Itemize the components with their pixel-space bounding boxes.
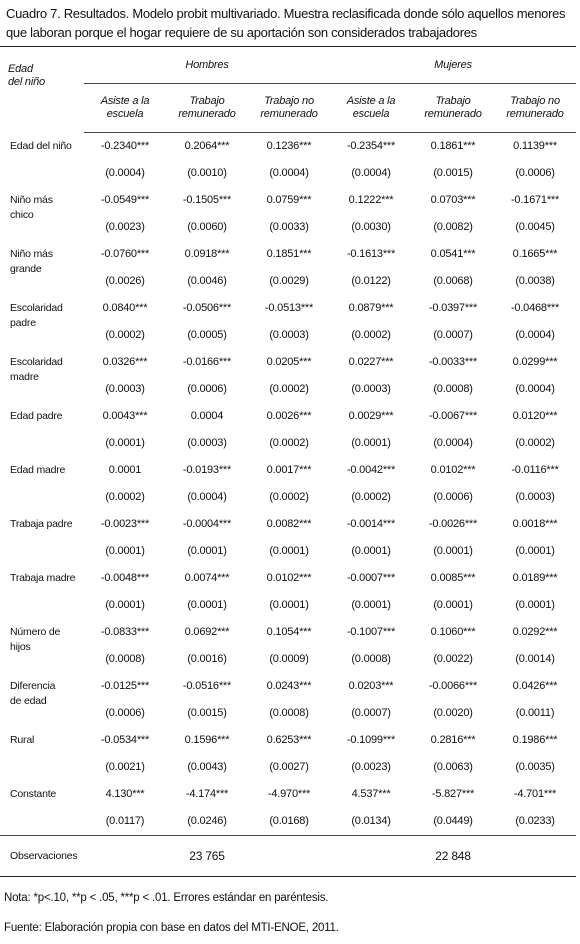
coefficient-cell: -0.0026***	[428, 518, 478, 530]
standard-error-cell: (0.0003)	[187, 437, 227, 449]
standard-error-cell: (0.0082)	[433, 221, 473, 233]
table-row	[0, 592, 576, 619]
standard-error-cell: (0.0008)	[105, 653, 145, 665]
standard-error-cell: (0.0060)	[187, 221, 227, 233]
subcolumn-header: Trabajo remunerado	[166, 84, 248, 133]
coefficient-cell: 0.0918***	[184, 248, 230, 260]
standard-error-cell: (0.0001)	[351, 599, 391, 611]
coefficient-cell: 0.0102***	[430, 464, 476, 476]
coefficient-cell: -0.0023***	[100, 518, 150, 530]
standard-error-cell: (0.0002)	[351, 329, 391, 341]
standard-error-cell: (0.0015)	[187, 707, 227, 719]
standard-error-cell: (0.0134)	[351, 815, 391, 827]
coefficient-cell: 0.0703***	[430, 194, 476, 206]
standard-error-cell: (0.0005)	[187, 329, 227, 341]
standard-error-cell: (0.0003)	[351, 383, 391, 395]
standard-error-cell: (0.0008)	[351, 653, 391, 665]
coefficient-cell: 0.1596***	[184, 734, 230, 746]
table-caption: Cuadro 7. Resultados. Modelo probit multivariado. Muestra reclasificada donde sólo aquellos menores que laboran porque el hogar requiere de su aportación son considerados trabajadores	[6, 6, 566, 40]
standard-error-cell: (0.0006)	[433, 491, 473, 503]
standard-error-cell: (0.0001)	[269, 599, 309, 611]
standard-error-cell: (0.0004)	[515, 383, 555, 395]
standard-error-cell: (0.0001)	[105, 437, 145, 449]
table-row	[0, 268, 576, 295]
standard-error-cell: (0.0004)	[269, 167, 309, 179]
coefficient-cell: 0.0082***	[266, 518, 312, 530]
standard-error-cell: (0.0035)	[515, 761, 555, 773]
coefficient-cell: 0.0026***	[266, 410, 312, 422]
coefficient-cell: 0.1236***	[266, 140, 312, 152]
standard-error-cell: (0.0011)	[515, 707, 555, 719]
table-body	[0, 133, 576, 877]
coefficient-cell: 0.1139***	[513, 140, 557, 152]
coefficient-cell: 0.0017***	[266, 464, 312, 476]
coefficient-cell: -0.0549***	[100, 194, 150, 206]
coefficient-cell: -0.1505***	[182, 194, 232, 206]
group-header-mujeres: Mujeres	[330, 47, 576, 84]
standard-error-cell: (0.0001)	[105, 599, 145, 611]
coefficient-cell: -0.0166***	[182, 356, 232, 368]
standard-error-cell: (0.0002)	[269, 437, 309, 449]
standard-error-cell: (0.0033)	[269, 221, 309, 233]
observations-hombres: 23 765	[84, 836, 330, 877]
variable-label: Niño más chico	[10, 194, 53, 221]
coefficient-cell: 0.0120***	[512, 410, 558, 422]
coefficient-cell: 0.0840***	[102, 302, 148, 314]
standard-error-cell: (0.0002)	[269, 491, 309, 503]
coefficient-cell: -0.2340***	[100, 140, 150, 152]
table-row	[0, 241, 576, 268]
standard-error-cell: (0.0043)	[187, 761, 227, 773]
standard-error-cell: (0.0063)	[433, 761, 473, 773]
variable-column-header: Edad del niño	[0, 47, 84, 133]
coefficient-cell: -0.0397***	[428, 302, 478, 314]
coefficient-cell: 0.2816***	[430, 734, 476, 746]
standard-error-cell: (0.0006)	[105, 707, 145, 719]
table-row	[0, 484, 576, 511]
table-row	[0, 673, 576, 700]
coefficient-cell: -0.1007***	[346, 626, 396, 638]
coefficient-cell: 0.1861***	[430, 140, 476, 152]
standard-error-cell: (0.0001)	[433, 599, 473, 611]
standard-error-cell: (0.0001)	[187, 599, 227, 611]
standard-error-cell: (0.0027)	[269, 761, 309, 773]
coefficient-cell: -0.0007***	[346, 572, 396, 584]
coefficient-cell: -0.0066***	[428, 680, 478, 692]
coefficient-cell: 0.0004	[190, 410, 224, 422]
variable-label: Edad del niño	[10, 139, 72, 152]
coefficient-cell: 0.0018***	[512, 518, 558, 530]
header-subcolumn-row	[0, 84, 576, 133]
variable-label: Diferencia de edad	[10, 680, 56, 707]
standard-error-cell: (0.0007)	[433, 329, 473, 341]
coefficient-cell: -5.827***	[431, 788, 475, 800]
coefficient-cell: 0.0299***	[512, 356, 558, 368]
coefficient-cell: -0.0033***	[428, 356, 478, 368]
coefficient-cell: -0.0516***	[182, 680, 232, 692]
coefficient-cell: -0.1099***	[346, 734, 396, 746]
table-row	[0, 160, 576, 187]
standard-error-cell: (0.0001)	[351, 437, 391, 449]
coefficient-cell: -0.0534***	[100, 734, 150, 746]
variable-label: Trabaja padre	[10, 518, 73, 530]
standard-error-cell: (0.0117)	[105, 815, 145, 827]
table-row	[0, 133, 576, 161]
coefficient-cell: -0.0513***	[264, 302, 314, 314]
standard-error-cell: (0.0022)	[433, 653, 473, 665]
results-table	[0, 46, 576, 877]
coefficient-cell: -0.0125***	[100, 680, 150, 692]
coefficient-cell: 0.0074***	[184, 572, 230, 584]
table-source: Fuente: Elaboración propia con base en datos del MTI-ENOE, 2011.	[4, 922, 339, 934]
standard-error-cell: (0.0007)	[351, 707, 391, 719]
coefficient-cell: 0.6253***	[266, 734, 312, 746]
table-row	[0, 727, 576, 754]
standard-error-cell: (0.0008)	[433, 383, 473, 395]
standard-error-cell: (0.0015)	[433, 167, 473, 179]
coefficient-cell: 0.1986***	[512, 734, 558, 746]
coefficient-cell: -0.0116***	[511, 464, 559, 476]
coefficient-cell: -0.0833***	[100, 626, 150, 638]
coefficient-cell: 0.2064***	[184, 140, 230, 152]
coefficient-cell: -0.0004***	[182, 518, 232, 530]
coefficient-cell: 0.1054***	[266, 626, 312, 638]
coefficient-cell: 0.0102***	[266, 572, 312, 584]
standard-error-cell: (0.0002)	[105, 329, 145, 341]
standard-error-cell: (0.0002)	[515, 437, 555, 449]
coefficient-cell: 0.0326***	[102, 356, 148, 368]
coefficient-cell: 4.537***	[351, 788, 391, 800]
table-row	[0, 214, 576, 241]
standard-error-cell: (0.0014)	[515, 653, 555, 665]
table-row	[0, 430, 576, 457]
coefficient-cell: 0.0227***	[348, 356, 394, 368]
coefficient-cell: -4.174***	[185, 788, 229, 800]
standard-error-cell: (0.0038)	[515, 275, 555, 287]
table-row	[0, 538, 576, 565]
standard-error-cell: (0.0003)	[269, 329, 309, 341]
coefficient-cell: -4.970***	[267, 788, 311, 800]
coefficient-cell: -0.0506***	[182, 302, 232, 314]
table-row	[0, 511, 576, 538]
standard-error-cell: (0.0008)	[269, 707, 309, 719]
coefficient-cell: 0.0085***	[430, 572, 476, 584]
coefficient-cell: 0.0292***	[512, 626, 558, 638]
standard-error-cell: (0.0001)	[351, 545, 391, 557]
variable-label: Rural	[10, 734, 35, 746]
variable-label: Constante	[10, 788, 57, 800]
subcolumn-header: Asiste a la escuela	[330, 84, 412, 133]
standard-error-cell: (0.0233)	[515, 815, 555, 827]
subcolumn-header: Trabajo no remunerado	[494, 84, 576, 133]
standard-error-cell: (0.0004)	[105, 167, 145, 179]
table-row	[0, 700, 576, 727]
subcolumn-header: Asiste a la escuela	[84, 84, 166, 133]
table-row	[0, 349, 576, 376]
table-row	[0, 457, 576, 484]
coefficient-cell: -0.0048***	[100, 572, 150, 584]
standard-error-cell: (0.0006)	[515, 167, 555, 179]
coefficient-cell: -0.0014***	[346, 518, 396, 530]
standard-error-cell: (0.0004)	[433, 437, 473, 449]
coefficient-cell: 0.0029***	[348, 410, 394, 422]
standard-error-cell: (0.0029)	[269, 275, 309, 287]
standard-error-cell: (0.0002)	[269, 383, 309, 395]
variable-label: Niño más grande	[10, 248, 53, 275]
coefficient-cell: 0.0203***	[348, 680, 394, 692]
standard-error-cell: (0.0016)	[187, 653, 227, 665]
coefficient-cell: -0.0067***	[428, 410, 478, 422]
coefficient-cell: 0.0426***	[512, 680, 558, 692]
group-header-hombres: Hombres	[84, 47, 330, 84]
coefficient-cell: -4.701***	[513, 788, 557, 800]
standard-error-cell: (0.0001)	[187, 545, 227, 557]
coefficient-cell: 0.1665***	[512, 248, 558, 260]
standard-error-cell: (0.0246)	[187, 815, 227, 827]
coefficient-cell: -0.0193***	[182, 464, 232, 476]
coefficient-cell: -0.0042***	[346, 464, 396, 476]
standard-error-cell: (0.0004)	[187, 491, 227, 503]
variable-label: Edad madre	[10, 464, 66, 476]
coefficient-cell: 0.0692***	[184, 626, 230, 638]
coefficient-cell: 0.0243***	[266, 680, 312, 692]
variable-label: Escolaridad padre	[10, 302, 63, 329]
table-row	[0, 187, 576, 214]
observations-label: Observaciones	[0, 836, 84, 877]
coefficient-cell: -0.2354***	[346, 140, 396, 152]
standard-error-cell: (0.0003)	[105, 383, 145, 395]
coefficient-cell: 0.1222***	[348, 194, 394, 206]
standard-error-cell: (0.0002)	[105, 491, 145, 503]
standard-error-cell: (0.0045)	[515, 221, 555, 233]
table-row	[0, 565, 576, 592]
coefficient-cell: 4.130***	[105, 788, 145, 800]
standard-error-cell: (0.0009)	[269, 653, 309, 665]
standard-error-cell: (0.0122)	[351, 275, 391, 287]
coefficient-cell: 0.1060***	[430, 626, 476, 638]
standard-error-cell: (0.0003)	[515, 491, 555, 503]
standard-error-cell: (0.0001)	[105, 545, 145, 557]
standard-error-cell: (0.0023)	[351, 761, 391, 773]
table-row	[0, 619, 576, 646]
observations-mujeres: 22 848	[330, 836, 576, 877]
standard-error-cell: (0.0001)	[515, 545, 555, 557]
standard-error-cell: (0.0030)	[351, 221, 391, 233]
variable-label: Edad padre	[10, 410, 63, 422]
standard-error-cell: (0.0449)	[433, 815, 473, 827]
standard-error-cell: (0.0001)	[515, 599, 555, 611]
coefficient-cell: -0.1613***	[346, 248, 396, 260]
table-row	[0, 295, 576, 322]
table-row	[0, 646, 576, 673]
variable-label: Número de hijos	[10, 626, 61, 653]
observations-row	[0, 836, 576, 877]
table-row	[0, 808, 576, 836]
standard-error-cell: (0.0001)	[433, 545, 473, 557]
standard-error-cell: (0.0001)	[269, 545, 309, 557]
table-note: Nota: *p<.10, **p < .05, ***p < .01. Errores estándar en paréntesis.	[4, 892, 329, 904]
variable-label: Trabaja madre	[10, 572, 76, 584]
standard-error-cell: (0.0010)	[187, 167, 227, 179]
standard-error-cell: (0.0020)	[433, 707, 473, 719]
subcolumn-header: Trabajo no remunerado	[248, 84, 330, 133]
coefficient-cell: 0.0001	[108, 464, 142, 476]
coefficient-cell: 0.0189***	[512, 572, 558, 584]
standard-error-cell: (0.0068)	[433, 275, 473, 287]
coefficient-cell: 0.0879***	[348, 302, 394, 314]
table-row	[0, 376, 576, 403]
coefficient-cell: 0.0205***	[266, 356, 312, 368]
table-row	[0, 322, 576, 349]
coefficient-cell: 0.0541***	[430, 248, 476, 260]
subcolumn-header: Trabajo remunerado	[412, 84, 494, 133]
coefficient-cell: 0.0759***	[266, 194, 312, 206]
standard-error-cell: (0.0002)	[351, 491, 391, 503]
standard-error-cell: (0.0026)	[105, 275, 145, 287]
table-row	[0, 754, 576, 781]
coefficient-cell: -0.1671***	[510, 194, 560, 206]
variable-label: Escolaridad madre	[10, 356, 63, 383]
coefficient-cell: -0.0760***	[100, 248, 150, 260]
coefficient-cell: -0.0468***	[510, 302, 560, 314]
header-group-row	[0, 47, 576, 84]
table-row	[0, 781, 576, 808]
standard-error-cell: (0.0006)	[187, 383, 227, 395]
coefficient-cell: 0.1851***	[266, 248, 312, 260]
table-row	[0, 403, 576, 430]
standard-error-cell: (0.0046)	[187, 275, 227, 287]
standard-error-cell: (0.0004)	[515, 329, 555, 341]
coefficient-cell: 0.0043***	[102, 410, 148, 422]
standard-error-cell: (0.0021)	[105, 761, 145, 773]
standard-error-cell: (0.0004)	[351, 167, 391, 179]
standard-error-cell: (0.0023)	[105, 221, 145, 233]
standard-error-cell: (0.0168)	[269, 815, 309, 827]
